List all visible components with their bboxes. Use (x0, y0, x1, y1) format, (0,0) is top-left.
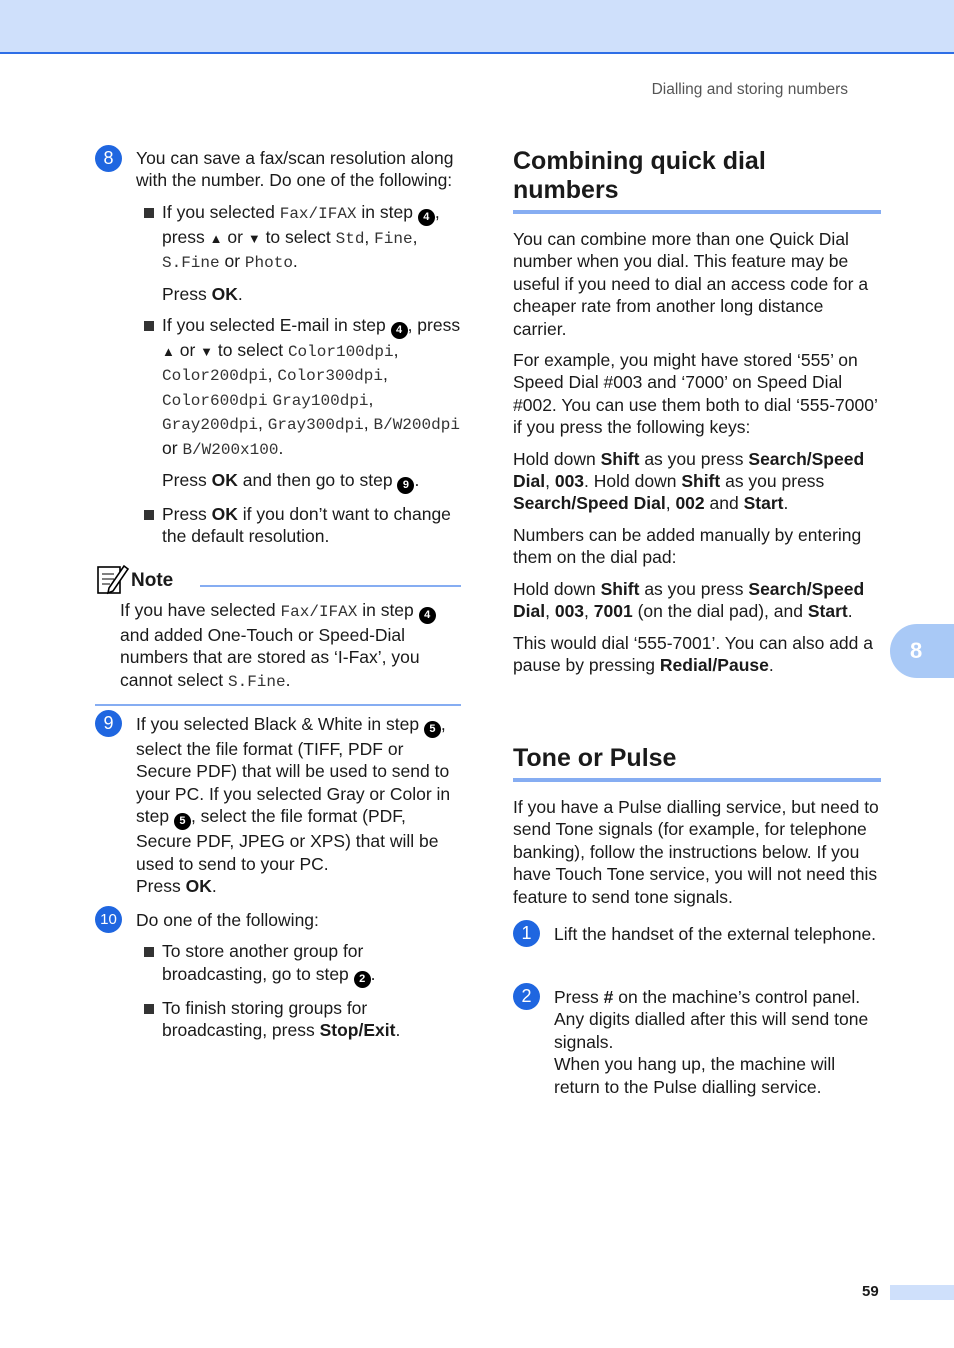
step-number-badge: 10 (95, 906, 122, 933)
step-9: 9 If you selected Black & White in step 5 , select the file format (TIFF, PDF or Secure PDF) that will be used to send to your PC. If you selected Gray or Color in step 5 , select the file format (PDF, Secure PDF, JPEG or XPS) that will be used to send to your PC. Press OK. (95, 710, 461, 897)
step-text: If you selected Black & White in step 5 , select the file format (TIFF, PDF or Secure PDF) that will be used to send to your PC. If you selected Gray or Color in step 5 , select the file format (PDF, Secure PDF, JPEG or XPS) that will be used to send to your PC. (136, 714, 451, 874)
step-8 (95, 145, 461, 548)
step-intro: You can save a fax/scan resolution along with the number. Do one of the following: (136, 148, 454, 191)
down-arrow-icon: ▼ (247, 230, 261, 246)
note-pencil-icon (95, 562, 129, 596)
list-item: To finish storing groups for broadcasting, press Stop/Exit. (136, 997, 461, 1042)
step-number-badge: 8 (95, 145, 122, 172)
section-heading: Combining quick dial numbers (513, 147, 766, 204)
step-reference: 2 (354, 971, 371, 988)
paragraph: Hold down Shift as you press Search/Speed Dial, 003, 7001 (on the dial pad), and Start. (513, 578, 865, 622)
step-reference: 5 (424, 721, 441, 738)
step-reference: 4 (391, 322, 408, 339)
step-number-badge: 2 (513, 983, 540, 1010)
section-tone-or-pulse (513, 744, 881, 908)
step-reference: 9 (397, 477, 414, 494)
step-text: Lift the handset of the external telephone. (554, 924, 877, 944)
list-item: To store another group for broadcasting, go to step 2 . (136, 940, 461, 987)
step-number-badge: 9 (95, 710, 122, 737)
step-text: When you hang up, the machine will return to the Pulse dialling service. (554, 1054, 836, 1097)
section-combining-quick-dial (513, 147, 881, 676)
note-title: Note (131, 570, 174, 591)
note-text: If you have selected Fax/IFAX in step 4 and added One-Touch or Speed-Dial numbers that are stored as ‘I-Fax’, you cannot select S.Fine. (120, 599, 461, 693)
paragraph: For example, you might have stored ‘555’ on Speed Dial #003 and ‘7000’ on Speed Dial #002. You can use them both to dial ‘555-7000’ if you press the following keys: (513, 350, 878, 438)
header-bar (0, 0, 954, 54)
note-box (95, 562, 461, 706)
up-arrow-icon: ▲ (209, 230, 223, 246)
section-heading: Tone or Pulse (513, 744, 677, 772)
down-arrow-icon: ▼ (200, 344, 214, 360)
step-reference: 4 (419, 607, 436, 624)
step-reference: 4 (418, 209, 435, 226)
paragraph: This would dial ‘555-7001’. You can also add a pause by pressing Redial/Pause. (513, 632, 873, 675)
paragraph: If you have a Pulse dialling service, but need to send Tone signals (for example, for telephone banking), follow the instructions below. If you have Touch Tone service, you will not need this feature to send tone signals. (513, 797, 879, 907)
chapter-tab: 8 (890, 624, 954, 678)
step-intro: Do one of the following: (136, 910, 319, 930)
footer-bar (890, 1285, 954, 1300)
step-10 (95, 906, 461, 1042)
list-item: If you selected E-mail in step 4 , press ▲ or ▼ to select Color100dpi, Color200dpi, Color300dpi, Color600dpi Gray100dpi, Gray200dpi, Gray300dpi, B/W200dpi or B/W200x100. Press OK and then go to step 9 . (136, 314, 461, 494)
step-text: Press # on the machine’s control panel. Any digits dialled after this will send tone signals. (554, 987, 869, 1052)
page-number: 59 (862, 1283, 879, 1300)
paragraph: Hold down Shift as you press Search/Speed Dial, 003. Hold down Shift as you press Search/Speed Dial, 002 and Start. (513, 448, 865, 514)
tone-step-1 (513, 920, 881, 945)
paragraph: Numbers can be added manually by entering them on the dial pad: (513, 524, 862, 568)
list-item: Press OK if you don’t want to change the default resolution. (136, 503, 461, 548)
running-title: Dialling and storing numbers (651, 81, 848, 98)
up-arrow-icon: ▲ (162, 344, 175, 360)
paragraph: You can combine more than one Quick Dial number when you dial. This feature may be useful if you need to dial an access code for a cheaper rate from another long distance carrier. (513, 229, 869, 339)
step-reference: 5 (174, 813, 191, 830)
tone-step-2 (513, 983, 881, 1098)
step-number-badge: 1 (513, 920, 540, 947)
list-item: If you selected Fax/IFAX in step 4 , press ▲ or ▼ to select Std, Fine, S.Fine or Photo. Press OK. (136, 201, 461, 305)
